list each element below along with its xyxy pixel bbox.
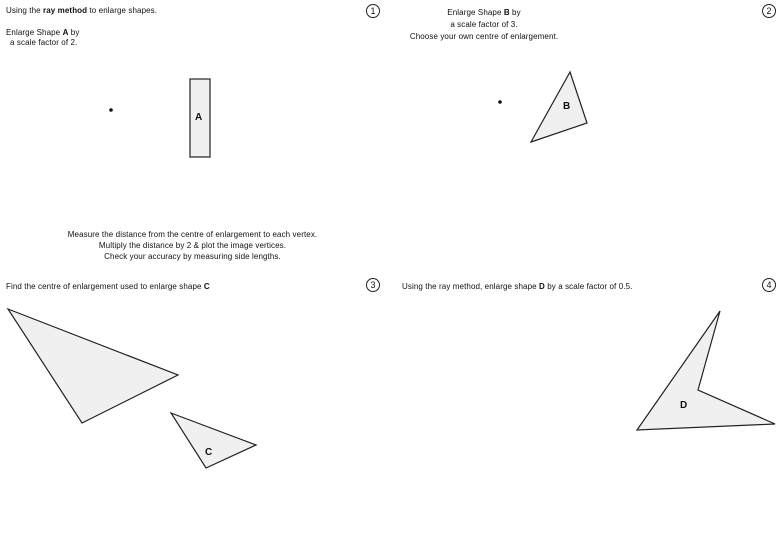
q1-task-shape: A	[62, 28, 69, 37]
q1-task-line2: a scale factor of 2.	[10, 38, 78, 47]
q1-instruction-text-end: to enlarge shapes.	[87, 6, 158, 15]
q4-instruction-text: Using the ray method, enlarge shape	[402, 282, 540, 291]
q1-number-badge: 1	[366, 4, 380, 18]
q1-task-text: Enlarge Shape	[6, 28, 63, 37]
q1-instruction-text: Using the	[6, 6, 44, 15]
q3-number-badge: 3	[366, 278, 380, 292]
hint-line2: Multiply the distance by 2 & plot the image vertices.	[98, 241, 287, 250]
q2-centre-point	[498, 100, 502, 104]
q2-task-text: Enlarge Shape	[447, 8, 504, 17]
q2-task-shape: B	[503, 8, 510, 17]
hint-line1: Measure the distance from the centre of enlargement to each vertex.	[67, 230, 318, 239]
shape-b-label: B	[563, 101, 571, 112]
q4-number-badge: 4	[762, 278, 776, 292]
shape-d-label: D	[680, 400, 688, 411]
q3-instruction-shape: C	[203, 282, 210, 291]
hint-line3: Check your accuracy by measuring side lengths.	[104, 252, 281, 261]
q4-instruction-shape: D	[539, 282, 545, 291]
q4-instruction-text-end: by a scale factor of 0.5.	[544, 282, 633, 291]
q1-centre-point	[109, 108, 113, 112]
shape-d	[637, 311, 775, 430]
shape-c	[171, 413, 256, 468]
q2-task-text-end: by	[509, 8, 521, 17]
q2-task-line3: Choose your own centre of enlargement.	[409, 32, 559, 41]
shape-c-large	[8, 309, 178, 423]
shape-a-label: A	[195, 112, 203, 123]
shape-b	[531, 72, 587, 142]
q2-task-line2: a scale factor of 3.	[450, 20, 518, 29]
q2-number-badge: 2	[762, 4, 776, 18]
shape-c-label: C	[205, 447, 213, 458]
q1-instruction-bold: ray method	[43, 6, 88, 15]
q3-instruction-text: Find the centre of enlargement used to enlarge shape	[6, 282, 204, 291]
q1-task-text-end: by	[68, 28, 80, 37]
